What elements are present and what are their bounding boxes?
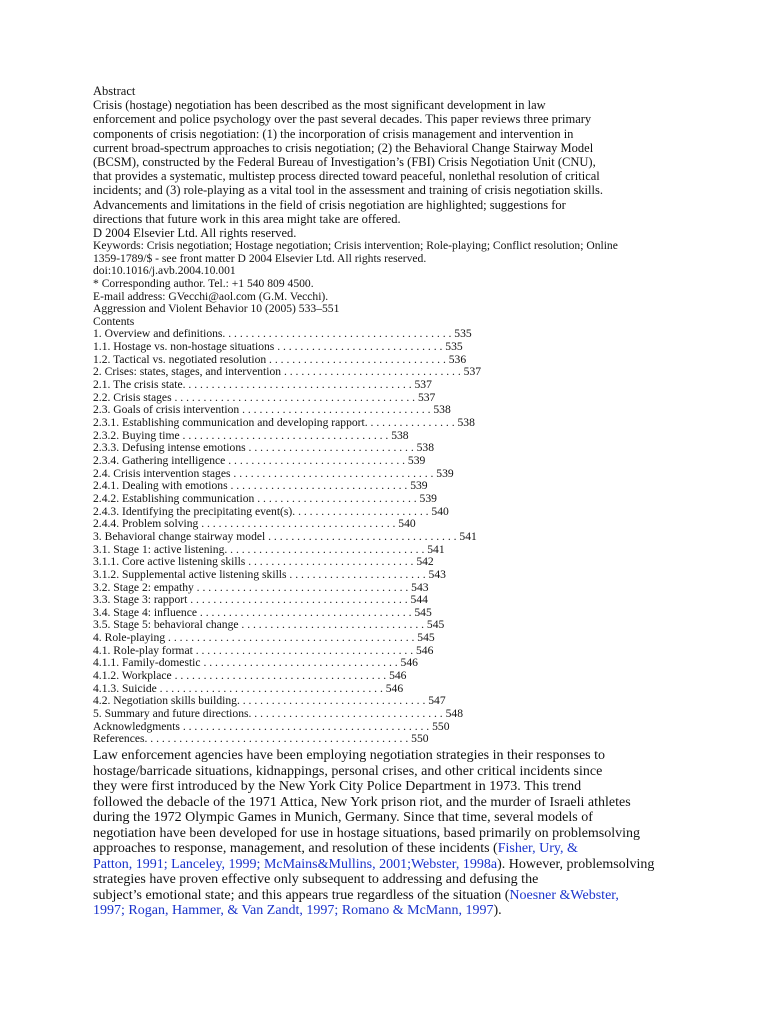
body-text: ).: [493, 903, 502, 919]
journal-citation-line: Aggression and Violent Behavior 10 (2005) 533–551: [93, 302, 340, 316]
body-line: [93, 857, 693, 873]
citation-link-patton-lanceley-mcmains-webster[interactable]: Patton, 1991; Lanceley, 1999; McMains&Mullins, 2001;Webster, 1998a: [93, 856, 498, 872]
toc-entry: 2.3.2. Buying time . . . . . . . . . . . . . . . . . . . . . . . . . . . . . . . . . . . . 538: [93, 428, 409, 442]
body-line: [93, 841, 693, 857]
abstract-line: Crisis (hostage) negotiation has been described as the most significant development in law: [93, 98, 546, 113]
toc-entry: 3.3. Stage 3: rapport . . . . . . . . . . . . . . . . . . . . . . . . . . . . . . . . . . . . . . 544: [93, 593, 428, 607]
toc-entry: 2. Crises: states, stages, and intervention . . . . . . . . . . . . . . . . . . . . . . . . . . . . . . . 537: [93, 365, 482, 379]
toc-entry: 1. Overview and definitions. . . . . . . . . . . . . . . . . . . . . . . . . . . . . . . . . . . . . . . . 535: [93, 327, 472, 341]
body-line: negotiation have been developed for use in hostage situations, based primarily on problemsolving: [93, 825, 641, 841]
toc-entry: 3. Behavioral change stairway model . . . . . . . . . . . . . . . . . . . . . . . . . . . . . . . . . 541: [93, 529, 477, 543]
toc-entry: 2.3.1. Establishing communication and developing rapport. . . . . . . . . . . . . . . . 538: [93, 415, 475, 429]
body-line: strategies have proven effective only subsequent to addressing and defusing the: [93, 872, 539, 888]
toc-entry: 3.2. Stage 2: empathy . . . . . . . . . . . . . . . . . . . . . . . . . . . . . . . . . . . . . 543: [93, 580, 429, 594]
body-line: they were first introduced by the New York City Police Department in 1973. This trend: [93, 779, 582, 795]
body-text: subject’s emotional state; and this appears true regardless of the situation (: [93, 887, 510, 903]
toc-entry: 2.4.3. Identifying the precipitating event(s). . . . . . . . . . . . . . . . . . . . . . . . 540: [93, 504, 449, 518]
email-line: E-mail address: GVecchi@aol.com (G.M. Vecchi).: [93, 289, 329, 303]
body-line: during the 1972 Olympic Games in Munich, Germany. Since that time, several models of: [93, 810, 593, 826]
abstract-text: [93, 98, 693, 240]
copyright-line: D 2004 Elsevier Ltd. All rights reserved.: [93, 226, 297, 241]
toc-entry: 2.3.4. Gathering intelligence . . . . . . . . . . . . . . . . . . . . . . . . . . . . . . . 539: [93, 453, 426, 467]
toc-entry: 4. Role-playing . . . . . . . . . . . . . . . . . . . . . . . . . . . . . . . . . . . . . . . . . . . 545: [93, 631, 435, 645]
toc-entry: 2.2. Crisis stages . . . . . . . . . . . . . . . . . . . . . . . . . . . . . . . . . . . . . . . . . . 537: [93, 390, 436, 404]
body-line: [93, 903, 693, 919]
toc-entry: 1.2. Tactical vs. negotiated resolution . . . . . . . . . . . . . . . . . . . . . . . . . . . . . . . 536: [93, 352, 467, 366]
toc-entry: 3.4. Stage 4: influence . . . . . . . . . . . . . . . . . . . . . . . . . . . . . . . . . . . . . 545: [93, 605, 432, 619]
body-line: hostage/barricade situations, kidnappings, personal crises, and other critical incidents since: [93, 763, 603, 779]
toc-entry: 2.4.2. Establishing communication . . . . . . . . . . . . . . . . . . . . . . . . . . . . 539: [93, 491, 437, 505]
article-page: [93, 84, 693, 919]
toc-entry: 4.1.3. Suicide . . . . . . . . . . . . . . . . . . . . . . . . . . . . . . . . . . . . . . . 546: [93, 681, 404, 695]
abstract-line: current broad-spectrum approaches to crisis negotiation; (2) the Behavioral Change Stairway Model: [93, 140, 594, 155]
abstract-line: (BCSM), constructed by the Federal Bureau of Investigation’s (FBI) Crisis Negotiation Unit (CNU),: [93, 155, 596, 170]
body-text: approaches to response, management, and resolution of these incidents (: [93, 841, 498, 857]
abstract-line: that provides a systematic, multistep process directed toward peaceful, nonlethal resolution of critical: [93, 169, 600, 184]
toc-entry: 3.5. Stage 5: behavioral change . . . . . . . . . . . . . . . . . . . . . . . . . . . . . . . . 545: [93, 618, 445, 632]
abstract-line: enforcement and police psychology over the past several decades. This paper reviews three primary: [93, 112, 592, 127]
citation-link-noesner[interactable]: Noesner &Webster,: [509, 887, 619, 903]
toc-entry: 1.1. Hostage vs. non-hostage situations . . . . . . . . . . . . . . . . . . . . . . . . . . . . . 535: [93, 340, 463, 354]
toc-entry: 2.3.3. Defusing intense emotions . . . . . . . . . . . . . . . . . . . . . . . . . . . . . 538: [93, 441, 435, 455]
toc-entry: 2.4.1. Dealing with emotions . . . . . . . . . . . . . . . . . . . . . . . . . . . . . . . 539: [93, 479, 428, 493]
abstract-heading: Abstract: [93, 84, 136, 98]
body-line: [93, 888, 693, 904]
toc-entry: 3.1. Stage 1: active listening. . . . . . . . . . . . . . . . . . . . . . . . . . . . . . . . . . . 541: [93, 542, 445, 556]
abstract-line: incidents; and (3) role-playing as a vital tool in the assessment and training of crisis negotiation skills.: [93, 183, 603, 198]
issn-line: 1359-1789/$ - see front matter D 2004 Elsevier Ltd. All rights reserved.: [93, 251, 427, 265]
body-line: followed the debacle of the 1971 Attica, New York prison riot, and the murder of Israeli athletes: [93, 794, 631, 810]
toc-entry: 2.4. Crisis intervention stages . . . . . . . . . . . . . . . . . . . . . . . . . . . . . . . . . . . 539: [93, 466, 454, 480]
toc-entry: 4.2. Negotiation skills building. . . . . . . . . . . . . . . . . . . . . . . . . . . . . . . . . 547: [93, 694, 446, 708]
toc-entry: 4.1.1. Family-domestic . . . . . . . . . . . . . . . . . . . . . . . . . . . . . . . . . . 546: [93, 656, 418, 670]
toc-entry: 2.1. The crisis state. . . . . . . . . . . . . . . . . . . . . . . . . . . . . . . . . . . . . . . . 537: [93, 378, 432, 392]
toc-entry: 4.1.2. Workplace . . . . . . . . . . . . . . . . . . . . . . . . . . . . . . . . . . . . . 546: [93, 669, 407, 683]
toc-entry: 4.1. Role-play format . . . . . . . . . . . . . . . . . . . . . . . . . . . . . . . . . . . . . . 546: [93, 643, 434, 657]
citation-link-rogan-romano[interactable]: 1997; Rogan, Hammer, & Van Zandt, 1997; Romano & McMann, 1997: [93, 903, 494, 919]
abstract-line: directions that future work in this area might take are offered.: [93, 211, 401, 226]
toc-entry: 3.1.2. Supplemental active listening skills . . . . . . . . . . . . . . . . . . . . . . . . 543: [93, 567, 446, 581]
toc-entry: 3.1.1. Core active listening skills . . . . . . . . . . . . . . . . . . . . . . . . . . . . . 542: [93, 555, 434, 569]
toc-entry: Acknowledgments . . . . . . . . . . . . . . . . . . . . . . . . . . . . . . . . . . . . . . . . . . . 550: [93, 719, 450, 733]
toc-entry: 2.4.4. Problem solving . . . . . . . . . . . . . . . . . . . . . . . . . . . . . . . . . . 540: [93, 517, 416, 531]
article-metadata: [93, 240, 693, 328]
toc-entry: 2.3. Goals of crisis intervention . . . . . . . . . . . . . . . . . . . . . . . . . . . . . . . . . 538: [93, 403, 451, 417]
doi-line: doi:10.1016/j.avb.2004.10.001: [93, 264, 236, 278]
keywords-line: Keywords: Crisis negotiation; Hostage negotiation; Crisis intervention; Role-playing; Conflict resolution; Online: [93, 239, 618, 253]
citation-link-fisher[interactable]: Fisher, Ury, &: [497, 841, 578, 857]
abstract-line: Advancements and limitations in the field of crisis negotiation are highlighted; suggestions for: [93, 197, 566, 212]
body-paragraph: [93, 748, 693, 919]
abstract-line: components of crisis negotiation: (1) the incorporation of crisis management and intervention in: [93, 126, 574, 141]
table-of-contents: [93, 328, 693, 746]
body-text: ). However, problemsolving: [497, 856, 655, 872]
toc-entry: References. . . . . . . . . . . . . . . . . . . . . . . . . . . . . . . . . . . . . . . . . . . . . . 550: [93, 732, 429, 746]
toc-entry: 5. Summary and future directions. . . . . . . . . . . . . . . . . . . . . . . . . . . . . . . . . . 548: [93, 707, 463, 721]
body-line: Law enforcement agencies have been employing negotiation strategies in their responses to: [93, 748, 605, 764]
contents-heading: Contents: [93, 314, 135, 328]
corresponding-author-line: * Corresponding author. Tel.: +1 540 809 4500.: [93, 277, 314, 291]
